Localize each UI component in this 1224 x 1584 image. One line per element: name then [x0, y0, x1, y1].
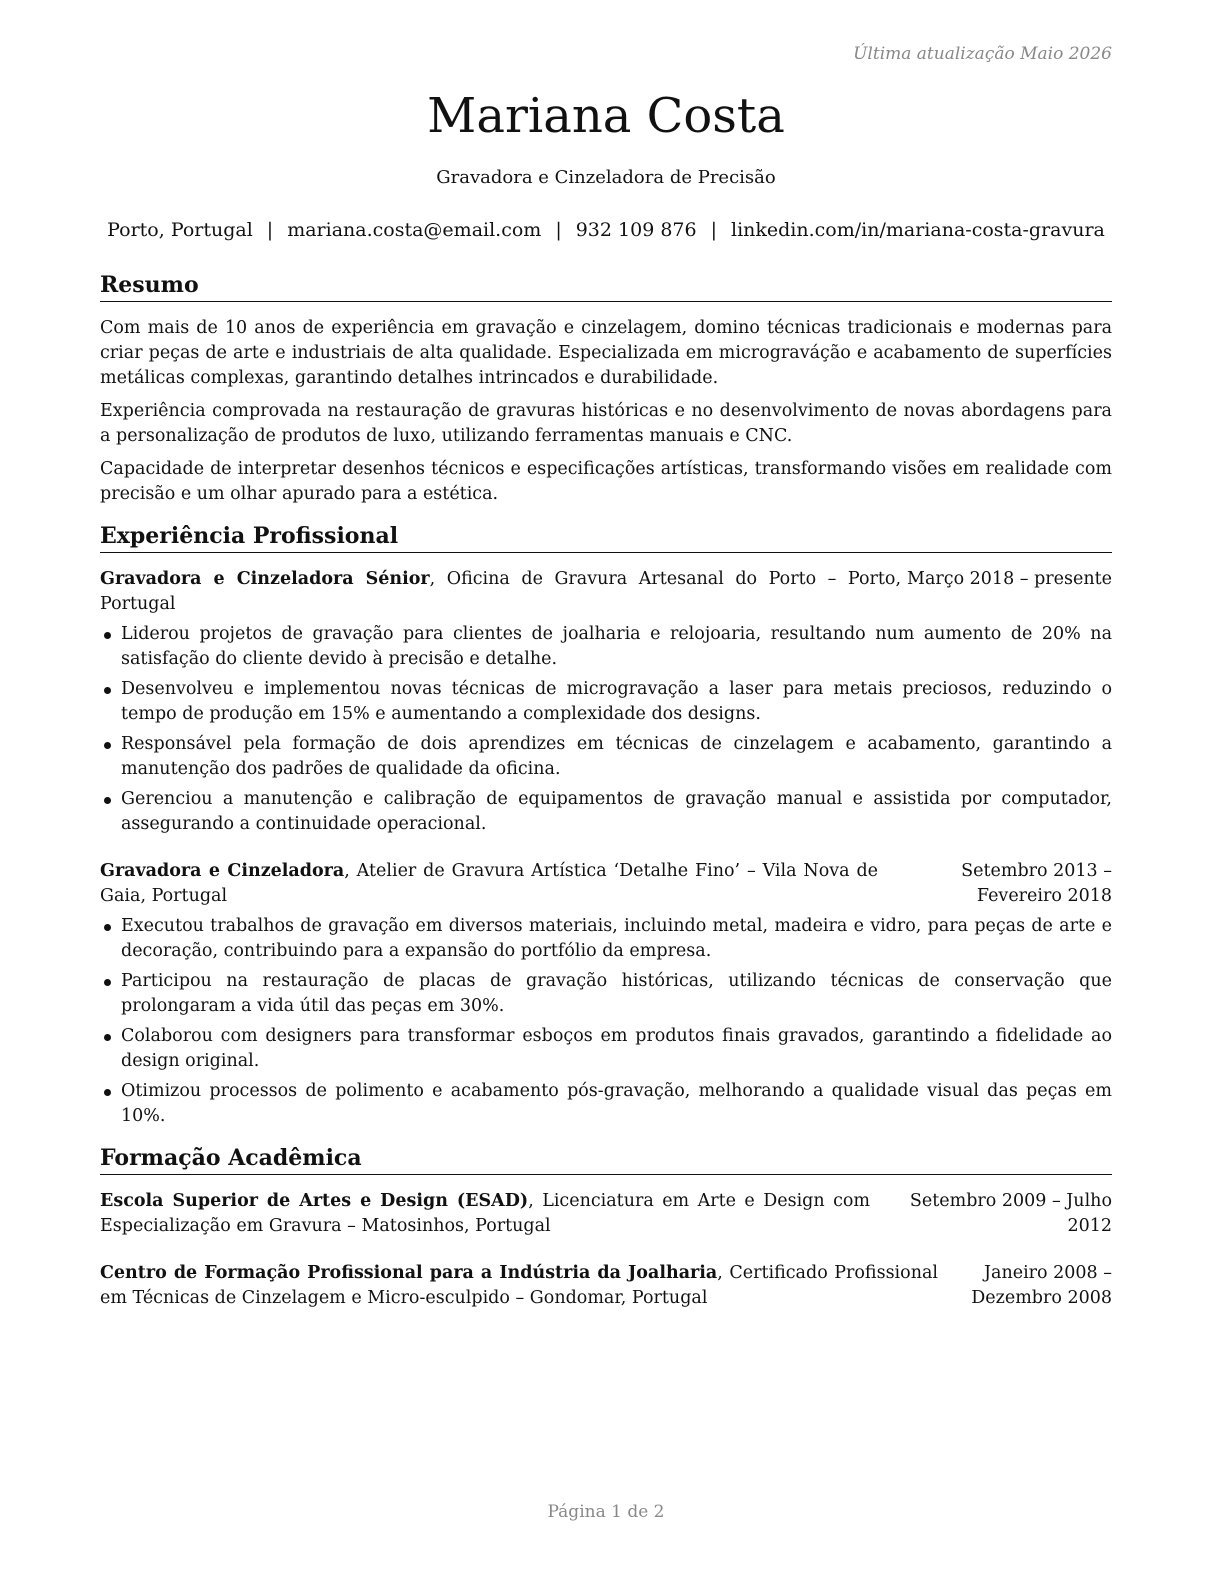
entry-institution: Escola Superior de Artes e Design (ESAD): [100, 1191, 529, 1211]
summary-section: [100, 270, 1112, 507]
entry-dates: Março 2018 – presente: [907, 569, 1112, 589]
bullet-text: Otimizou processos de polimento e acabamento pós-gravação, melhorando a qualidade visual das peças em 10%.: [121, 1081, 1112, 1126]
bullet-text: Responsável pela formação de dois aprendizes em técnicas de cinzelagem e acabamento, garantindo a manutenção dos padrões de qualidade da oficina.: [121, 734, 1112, 779]
entry-header: [100, 1189, 1112, 1239]
experience-section: [100, 521, 1112, 1129]
list-item: [100, 914, 1112, 964]
list-item: [100, 732, 1112, 782]
page-number: Página 1 de 2: [547, 1502, 665, 1522]
entry-role: Gravadora e Cinzeladora: [100, 861, 345, 881]
bullet-list: [100, 914, 1112, 1129]
experience-entry: [100, 567, 1112, 837]
summary-body: [100, 316, 1112, 507]
bullet-icon: [104, 979, 111, 986]
bullet-text: Executou trabalhos de gravação em diversos materiais, incluindo metal, madeira e vidro, para peças de arte e decoração, contribuindo para a expansão do portfólio da empresa.: [121, 916, 1112, 961]
education-entry: [100, 1189, 1112, 1239]
experience-entry: [100, 859, 1112, 1129]
entry-organization: , Oficina de Gravura Artesanal do Porto – Porto, Portugal: [100, 569, 902, 614]
bullet-icon: [104, 632, 111, 639]
list-item: [100, 622, 1112, 672]
bullet-icon: [104, 1089, 111, 1096]
summary-paragraph: Experiência comprovada na restauração de gravuras históricas e no desenvolvimento de novas abordagens para a personalização de produtos de luxo, utilizando ferramentas manuais e CNC.: [100, 401, 1112, 446]
contact-line: [100, 219, 1112, 241]
entry-heading: [100, 1189, 876, 1239]
bullet-text: Colaborou com designers para transformar esboços em produtos finais gravados, garantindo a fidelidade ao design original.: [121, 1026, 1112, 1071]
list-item: [100, 1079, 1112, 1129]
entry-heading: [100, 1261, 944, 1311]
entry-header: [100, 1261, 1112, 1311]
job-title: Gravadora e Cinzeladora de Precisão: [436, 167, 776, 188]
contact-separator: |: [266, 219, 274, 241]
education-section: [100, 1143, 1112, 1311]
last-updated: Última atualização Maio 2026: [853, 44, 1112, 64]
section-title-education: Formação Acadêmica: [100, 1143, 1112, 1175]
section-title-summary: Resumo: [100, 270, 1112, 302]
summary-paragraph: Com mais de 10 anos de experiência em gravação e cinzelagem, domino técnicas tradicionais e modernas para criar peças de arte e industriais de alta qualidade. Especializada em micrograváção e acabamento de superfícies metálicas complexas, garantindo detalhes intrincados e durabilidade.: [100, 318, 1112, 388]
entry-organization: , Atelier de Gravura Artística ‘Detalhe Fino’ – Vila Nova de Gaia, Portugal: [100, 861, 879, 906]
resume-body: [100, 270, 1112, 1311]
resume-page: [100, 0, 1112, 1584]
bullet-text: Participou na restauração de placas de gravação históricas, utilizando técnicas de conservação que prolongaram a vida útil das peças em 30%.: [121, 971, 1112, 1016]
entry-dates: Setembro 2009 – Julho 2012: [909, 1191, 1112, 1236]
contact-email[interactable]: mariana.costa@email.com: [287, 219, 542, 241]
entry-header: [100, 859, 1112, 909]
list-item: [100, 677, 1112, 727]
entry-header: [100, 567, 1112, 617]
list-item: [100, 969, 1112, 1019]
entry-degree: , Licenciatura em Arte e Design com Especialização em Gravura – Matosinhos, Portugal: [100, 1191, 870, 1236]
bullet-icon: [104, 687, 111, 694]
bullet-icon: [104, 797, 111, 804]
entry-dates: Setembro 2013 – Fevereiro 2018: [961, 861, 1112, 906]
contact-phone: 932 109 876: [575, 219, 697, 241]
education-entry: [100, 1261, 1112, 1311]
entry-heading: [100, 859, 884, 909]
entry-role: Gravadora e Cinzeladora Sénior: [100, 569, 430, 589]
bullet-text: Desenvolveu e implementou novas técnicas de microgravação a laser para metais preciosos, reduzindo o tempo de produção em 15% e aumentando a complexidade dos designs.: [121, 679, 1112, 724]
bullet-icon: [104, 1034, 111, 1041]
entry-degree: , Certificado Profissional em Técnicas de Cinzelagem e Micro-esculpido – Gondomar, Portugal: [100, 1263, 938, 1308]
bullet-text: Liderou projetos de gravação para clientes de joalharia e relojoaria, resultando num aumento de 20% na satisfação do cliente devido à precisão e detalhe.: [121, 624, 1112, 669]
candidate-name: Mariana Costa: [427, 88, 785, 144]
bullet-list: [100, 622, 1112, 837]
list-item: [100, 787, 1112, 837]
bullet-icon: [104, 924, 111, 931]
summary-paragraph: Capacidade de interpretar desenhos técnicos e especificações artísticas, transformando visões em realidade com precisão e um olhar apurado para a estética.: [100, 459, 1112, 504]
section-title-experience: Experiência Profissional: [100, 521, 1112, 553]
bullet-icon: [104, 742, 111, 749]
contact-location: Porto, Portugal: [107, 219, 253, 241]
contact-separator: |: [555, 219, 562, 241]
list-item: [100, 1024, 1112, 1074]
entry-institution: Centro de Formação Profissional para a Indústria da Joalharia: [100, 1263, 718, 1283]
entry-heading: [100, 567, 907, 617]
contact-linkedin[interactable]: linkedin.com/in/mariana-costa-gravura: [731, 219, 1105, 241]
entry-dates: Janeiro 2008 – Dezembro 2008: [971, 1263, 1112, 1308]
bullet-text: Gerenciou a manutenção e calibração de equipamentos de gravação manual e assistida por computador, assegurando a continuidade operacional.: [121, 789, 1112, 834]
contact-separator: |: [710, 219, 717, 241]
